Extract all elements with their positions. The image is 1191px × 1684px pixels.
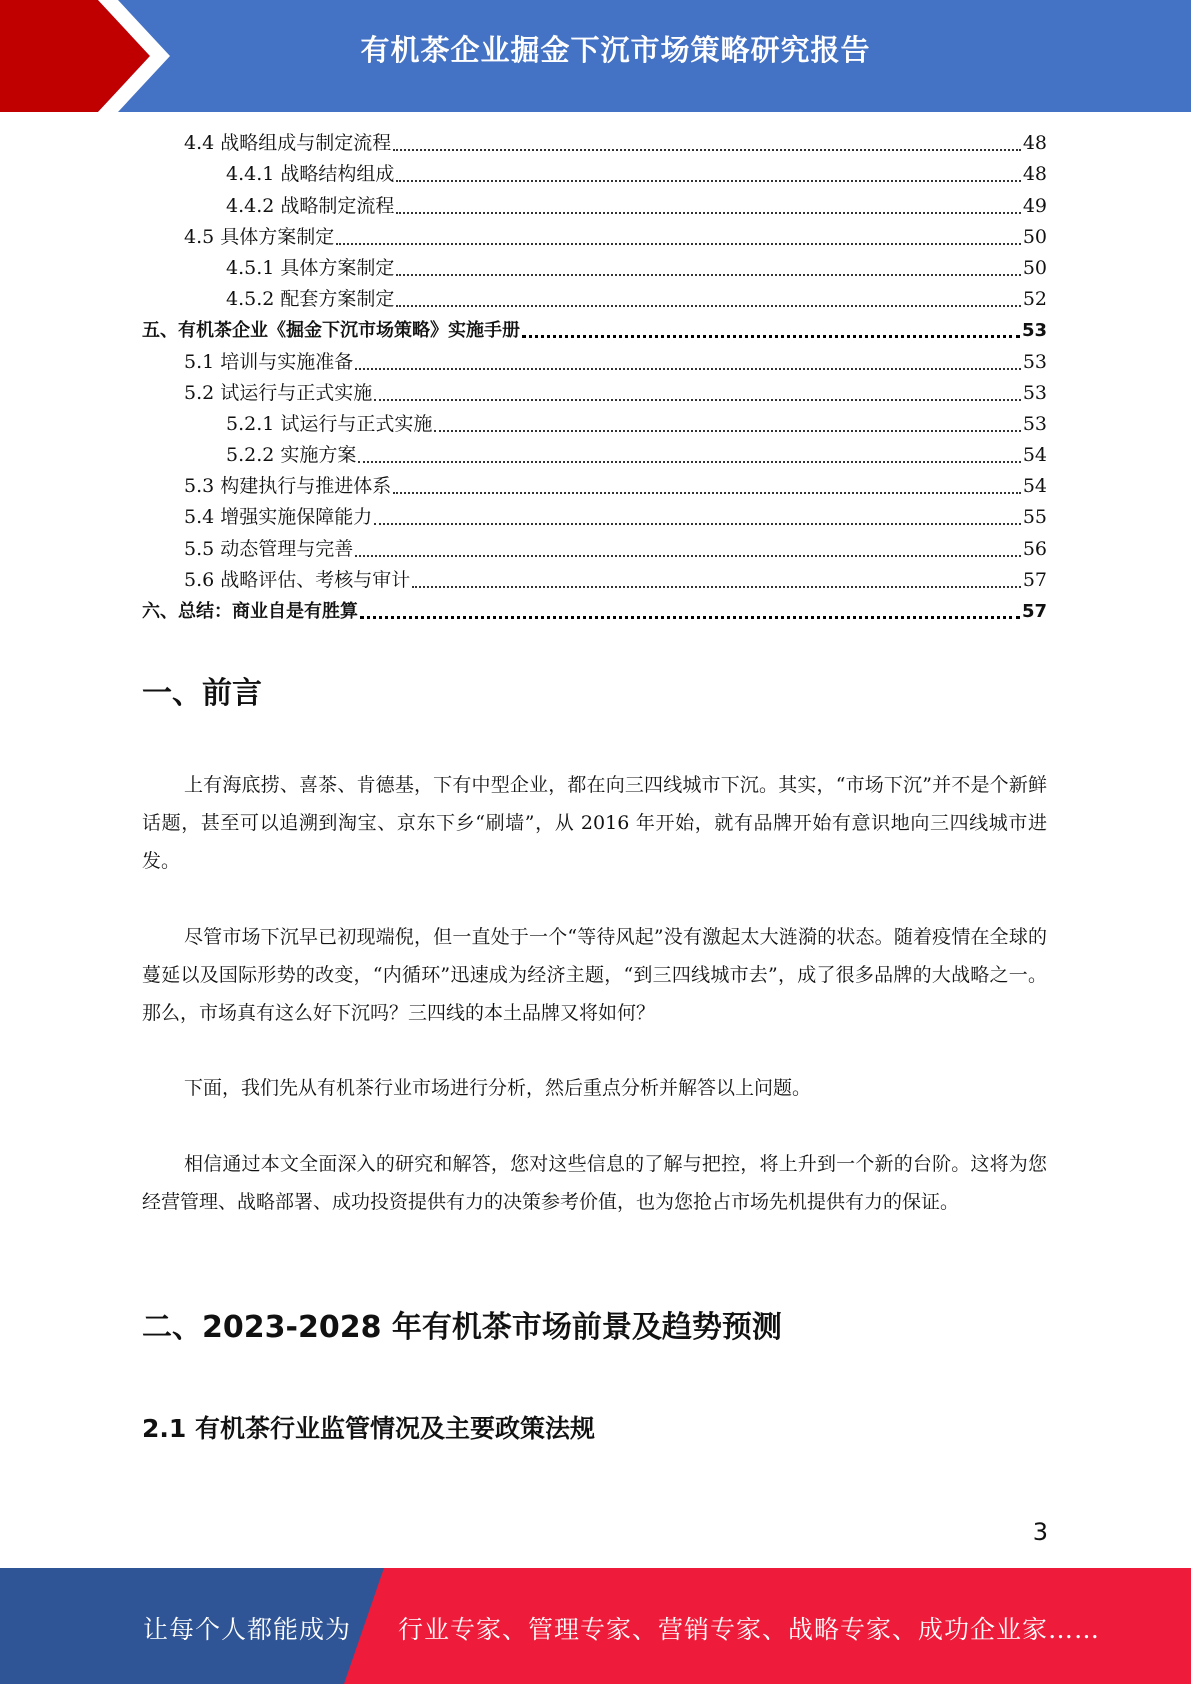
toc-entry-page: 55 [1022, 506, 1047, 529]
preface-paragraph: 尽管市场下沉早已初现端倪，但一直处于一个“等待风起”没有激起太大涟漪的状态。随着疫情在全球的蔓延以及国际形势的改变，“内循环”迅速成为经济主题，“到三四线城市去”，成了很多品牌的大战略之一。那么，市场真有这么好下沉吗？三四线的本土品牌又将如何？ [142, 926, 1047, 1024]
toc-entry[interactable] [142, 284, 1047, 315]
toc-entry[interactable] [142, 502, 1047, 533]
toc-entry[interactable] [142, 346, 1047, 377]
toc-entry[interactable] [142, 253, 1047, 284]
toc-entry[interactable] [142, 409, 1047, 440]
toc-entry-title: 六、总结：商业自是有胜算 [142, 601, 358, 622]
toc-entry-title: 4.5 具体方案制定 [184, 225, 335, 248]
toc-entry-page: 56 [1022, 537, 1047, 560]
toc-leader-dots [522, 334, 1020, 338]
toc-entry-title: 4.5.1 具体方案制定 [226, 256, 395, 279]
preface-paragraph: 下面，我们先从有机茶行业市场进行分析，然后重点分析并解答以上问题。 [184, 1077, 812, 1099]
preface-paragraph: 上有海底捞、喜茶、肯德基，下有中型企业，都在向三四线城市下沉。其实，“市场下沉”并不是个新鲜话题，甚至可以追溯到淘宝、京东下乡“刷墙”，从 2016 年开始，就有品牌开始有意识地向三四线城市进发。 [142, 774, 1047, 872]
toc-leader-dots [396, 273, 1020, 276]
toc-entry-title: 4.5.2 配套方案制定 [226, 288, 395, 311]
toc-entry[interactable] [142, 533, 1047, 564]
toc-entry-page: 57 [1021, 601, 1047, 622]
toc-entry-page: 53 [1022, 381, 1047, 404]
toc-leader-dots [355, 554, 1021, 557]
toc-entry[interactable] [142, 190, 1047, 221]
toc-leader-dots [412, 585, 1021, 588]
footer-slogan-left: 让每个人都能成为 [143, 1615, 352, 1644]
section-heading-preface: 一、前言 [142, 676, 262, 711]
toc-entry-title: 5.5 动态管理与完善 [184, 537, 354, 560]
toc-leader-dots [358, 460, 1020, 463]
toc-entry-title: 5.2.2 实施方案 [226, 444, 357, 467]
toc-entry[interactable] [142, 440, 1047, 471]
toc-entry-page: 52 [1022, 288, 1047, 311]
toc-leader-dots [374, 522, 1021, 525]
header-title: 有机茶企业掘金下沉市场策略研究报告 [360, 33, 871, 67]
toc-leader-dots [396, 179, 1020, 182]
toc-entry-page: 54 [1022, 444, 1047, 467]
toc-entry-title: 4.4.2 战略制定流程 [226, 194, 395, 217]
toc-entry-title: 5.1 培训与实施准备 [184, 350, 354, 373]
toc-leader-dots [374, 398, 1021, 401]
toc-entry-page: 54 [1022, 475, 1047, 498]
toc-entry-title: 4.4.1 战略结构组成 [226, 163, 395, 186]
page-header [0, 0, 1191, 112]
preface-paragraph: 相信通过本文全面深入的研究和解答，您对这些信息的了解与把控，将上升到一个新的台阶。这将为您经营管理、战略部署、成功投资提供有力的决策参考价值，也为您抢占市场先机提供有力的保证。 [142, 1153, 1047, 1213]
toc-entry-title: 5.6 战略评估、考核与审计 [184, 568, 411, 591]
toc-entry-title: 5.2 试运行与正式实施 [184, 381, 373, 404]
toc-entry-page: 53 [1022, 350, 1047, 373]
toc-entry-page: 49 [1022, 194, 1047, 217]
toc-entry-page: 57 [1022, 568, 1047, 591]
toc-entry-title: 5.4 增强实施保障能力 [184, 506, 373, 529]
toc-entry-title: 五、有机茶企业《掘金下沉市场策略》实施手册 [142, 320, 520, 342]
toc-entry[interactable] [142, 222, 1047, 253]
toc-entry-page: 48 [1022, 163, 1047, 186]
toc-entry[interactable] [142, 471, 1047, 502]
toc-entry[interactable] [142, 565, 1047, 596]
toc-leader-dots [393, 148, 1021, 151]
toc-entry-page: 50 [1022, 225, 1047, 248]
toc-entry[interactable] [142, 315, 1047, 346]
toc-entry[interactable] [142, 159, 1047, 190]
toc-leader-dots [360, 615, 1020, 619]
toc-entry-title: 5.3 构建执行与推进体系 [184, 475, 392, 498]
toc-entry-title: 4.4 战略组成与制定流程 [184, 132, 392, 155]
toc-entry-title: 5.2.1 试运行与正式实施 [226, 412, 433, 435]
toc-entry-page: 48 [1022, 132, 1047, 155]
page-footer [0, 1568, 1191, 1684]
toc-entry-page: 53 [1022, 412, 1047, 435]
table-of-contents [142, 128, 1047, 627]
subsection-heading-regulation: 2.1 有机茶行业监管情况及主要政策法规 [142, 1414, 595, 1443]
toc-entry-page: 53 [1021, 320, 1047, 342]
toc-entry-page: 50 [1022, 256, 1047, 279]
toc-leader-dots [396, 304, 1020, 307]
toc-leader-dots [355, 367, 1021, 370]
toc-leader-dots [434, 429, 1020, 432]
toc-entry[interactable] [142, 128, 1047, 159]
section-heading-market-forecast: 二、2023-2028 年有机茶市场前景及趋势预测 [142, 1310, 782, 1345]
toc-leader-dots [393, 491, 1021, 494]
page-number: 3 [1032, 1518, 1048, 1546]
toc-entry[interactable] [142, 596, 1047, 627]
toc-leader-dots [336, 242, 1021, 245]
toc-leader-dots [396, 211, 1020, 214]
footer-slogan-right: 行业专家、管理专家、营销专家、战略专家、成功企业家…… [398, 1615, 1101, 1644]
toc-entry[interactable] [142, 378, 1047, 409]
